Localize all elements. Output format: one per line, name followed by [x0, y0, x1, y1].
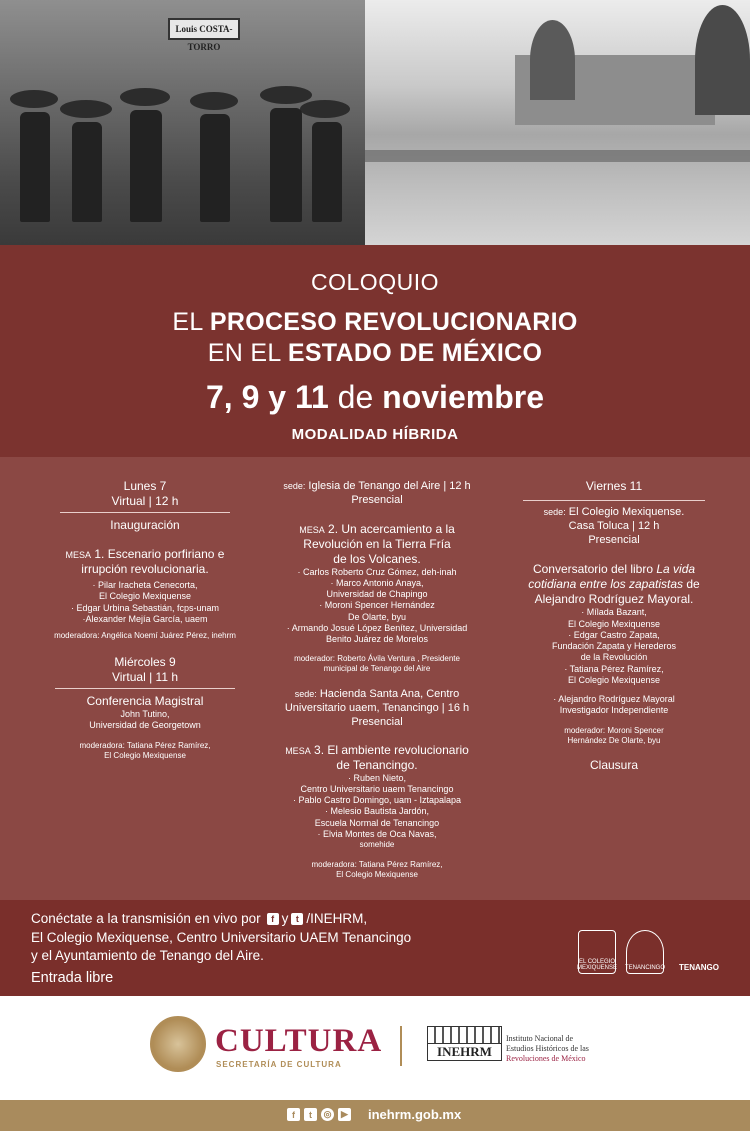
participant-affiliation: El Colegio Mexiquense	[567, 618, 661, 629]
divider	[523, 500, 705, 501]
header-photos	[0, 0, 750, 245]
moderator: moderadora: Angélica Noemí Juárez Pérez, inehrm	[54, 631, 236, 640]
participant: · Melesio Bautista Jardón,	[324, 806, 430, 817]
participant-affiliation: somehide	[359, 840, 395, 849]
facebook-icon[interactable]: f	[267, 913, 279, 925]
twitter-icon[interactable]: t	[291, 913, 303, 925]
hat-shape	[60, 100, 112, 118]
column-friday	[516, 479, 712, 773]
participant-affiliation: El Colegio Mexiquense	[567, 674, 661, 685]
participant-affiliation: Escuela Normal de Tenancingo	[314, 817, 440, 828]
moderator: moderadora: Tatiana Pérez Ramírez,	[311, 860, 443, 869]
participant: ·Alexander Mejía García, uaem	[82, 613, 208, 624]
venue-mode: Presencial	[351, 493, 403, 506]
moderator: moderador: Moroni Spencer	[564, 725, 664, 735]
stream-info	[31, 910, 411, 987]
participant: · Pilar Iracheta Cenecorta,	[92, 580, 198, 590]
session-title: Inauguración	[110, 518, 180, 532]
facebook-icon[interactable]: f	[287, 1108, 300, 1121]
day-mode: Virtual | 12 h	[111, 494, 179, 508]
website-link[interactable]: inehrm.gob.mx	[368, 1107, 462, 1122]
crowd-shape	[365, 150, 750, 162]
participant-affiliation: Benito Juárez de Morelos	[325, 634, 429, 644]
conversatorio-title: Conversatorio del libro La vida	[532, 562, 696, 577]
figure-shape	[270, 108, 302, 222]
moderator-affiliation: El Colegio Mexiquense	[336, 870, 418, 879]
hat-shape	[260, 86, 312, 104]
participant: · Tatiana Pérez Ramírez,	[564, 663, 664, 674]
participant: · Marco Antonio Anaya,	[330, 577, 424, 588]
mesa-1-title: MESA 1. Escenario porfiriano e	[65, 547, 225, 561]
mesa-2-title-2: Revolución en la Tierra Fría	[303, 536, 451, 551]
participant: · Pablo Castro Domingo, uam - Iztapalapa	[292, 795, 462, 805]
divider	[60, 512, 230, 513]
day-label: Viernes 11	[585, 479, 643, 493]
moderator-affiliation: municipal de Tenango del Aire	[323, 664, 431, 674]
column-monday-wednesday	[48, 479, 242, 761]
session-title: Conferencia Magistral	[86, 694, 204, 708]
youtube-icon[interactable]: ▶	[338, 1108, 351, 1121]
moderator: moderador: Roberto Ávila Ventura , Presidente	[294, 654, 460, 664]
moderator-affiliation: Hernández De Olarte, byu	[567, 735, 661, 745]
hat-shape	[300, 100, 350, 118]
hat-shape	[190, 92, 238, 110]
conversatorio-title-3: Alejandro Rodríguez Mayoral.	[534, 592, 694, 607]
cultura-logo: CULTURA	[215, 1023, 383, 1059]
participant-affiliation: El Colegio Mexiquense	[98, 591, 192, 602]
participant: · Elvia Montes de Oca Navas,	[317, 828, 437, 839]
stream-line-1: Conéctate a la transmisión en vivo por f y t /INEHRM,	[31, 911, 368, 926]
participant: · Mílada Bazant,	[581, 607, 647, 618]
participant-affiliation: de la Revolución	[580, 652, 648, 663]
title-block	[0, 245, 750, 457]
venue-2-line-2: Universitario uaem, Tenancingo | 16 h	[284, 702, 470, 714]
social-icons	[287, 1108, 351, 1121]
column-venues	[268, 480, 486, 880]
moderator: moderadora: Tatiana Pérez Ramírez,	[79, 740, 211, 750]
title-line-1: EL PROCESO REVOLUCIONARIO	[172, 308, 578, 336]
tree-shape	[530, 20, 575, 100]
figure-shape	[20, 112, 50, 222]
event-type: COLOQUIO	[311, 269, 439, 295]
closing-session: Clausura	[589, 757, 639, 772]
participant: · Armando Josué López Benítez, Universidad	[286, 622, 468, 633]
venue-2: sede: Hacienda Santa Ana, Centro	[294, 688, 460, 701]
title-line-2: EN EL ESTADO DE MÉXICO	[207, 339, 543, 367]
conversatorio-title-2: cotidiana entre los zapatistas de	[528, 577, 700, 592]
venue-mode: Presencial	[351, 715, 403, 728]
stream-line-2: El Colegio Mexiquense, Centro Universitario UAEM Tenancingo	[31, 929, 412, 945]
hat-shape	[120, 88, 170, 106]
mesa-3-title-2: de Tenancingo.	[336, 757, 418, 772]
mesa-1-title-2: irrupción revolucionaria.	[81, 562, 209, 576]
tree-shape	[695, 5, 750, 115]
mesa-3-title: MESA 3. El ambiente revolucionario	[285, 742, 469, 757]
secretaria-label: SECRETARÍA DE CULTURA	[216, 1060, 342, 1069]
participant-affiliation: Investigador Independiente	[559, 705, 669, 716]
inehrm-description: Instituto Nacional de Estudios Históricos de las Revoluciones de México	[506, 1034, 589, 1063]
bottom-bar	[0, 1100, 750, 1131]
day-mode: Virtual | 11 h	[111, 670, 179, 684]
mesa-2-title: MESA 2. Un acercamiento a la	[299, 521, 455, 536]
participant-affiliation: Fundación Zapata y Herederos	[551, 641, 677, 651]
program	[0, 457, 750, 900]
participant: · Alejandro Rodríguez Mayoral	[553, 694, 675, 704]
figure-shape	[130, 110, 162, 222]
mesa-2-title-3: de los Volcanes.	[333, 551, 421, 566]
participant: · Carlos Roberto Cruz Gómez, deh-inah	[297, 566, 457, 577]
participant: · Edgar Urbina Sebastián, fcps-unam	[70, 602, 220, 613]
participant: · Ruben Nieto,	[347, 772, 407, 783]
speaker: John Tutino,	[120, 709, 170, 719]
mexico-shield-icon	[150, 1016, 206, 1072]
instagram-icon[interactable]: ◎	[321, 1108, 334, 1121]
venue-3: sede: El Colegio Mexiquense.	[543, 506, 685, 518]
participant-affiliation: Universidad de Chapingo	[326, 589, 428, 599]
tenancingo-logo: TENANCINGO	[626, 930, 664, 974]
venue-mode: Presencial	[588, 533, 640, 546]
venue-1: sede: Iglesia de Tenango del Aire | 12 h	[283, 480, 471, 492]
participant-affiliation: De Olarte, byu	[347, 611, 407, 622]
day-label: Miércoles 9	[114, 655, 176, 669]
day-label: Lunes 7	[123, 479, 167, 493]
figure-shape	[312, 122, 342, 222]
logo-divider	[400, 1026, 402, 1066]
participant: · Moroni Spencer Hernández	[319, 600, 435, 611]
tenango-logo: TENANGO	[679, 963, 719, 972]
figure-shape	[72, 122, 102, 222]
institution-logos	[0, 996, 750, 1100]
modality: MODALIDAD HÍBRIDA	[291, 426, 459, 443]
footer-info	[0, 900, 750, 996]
twitter-icon[interactable]: t	[304, 1108, 317, 1121]
free-entry: Entrada libre	[31, 969, 114, 986]
divider	[55, 688, 235, 689]
inehrm-logo: INEHRM	[427, 1043, 502, 1061]
participant-affiliation: Centro Universitario uaem Tenancingo	[300, 783, 454, 794]
hat-shape	[10, 90, 58, 108]
speaker-affiliation: Universidad de Georgetown	[89, 720, 201, 731]
figure-shape	[200, 114, 230, 222]
hacienda-photo	[365, 0, 750, 245]
shop-sign: Louis COSTA-TORRO	[168, 18, 240, 40]
participant: · Edgar Castro Zapata,	[568, 629, 660, 640]
revolutionaries-photo	[0, 0, 365, 245]
stream-line-3: y el Ayuntamiento de Tenango del Aire.	[31, 948, 264, 963]
event-dates: 7, 9 y 11 de noviembre	[206, 379, 544, 415]
moderator-affiliation: El Colegio Mexiquense	[104, 750, 186, 760]
venue-3-line-2: Casa Toluca | 12 h	[568, 519, 660, 532]
colegio-mexiquense-logo: EL COLEGIO MEXIQUENSE	[578, 930, 616, 974]
